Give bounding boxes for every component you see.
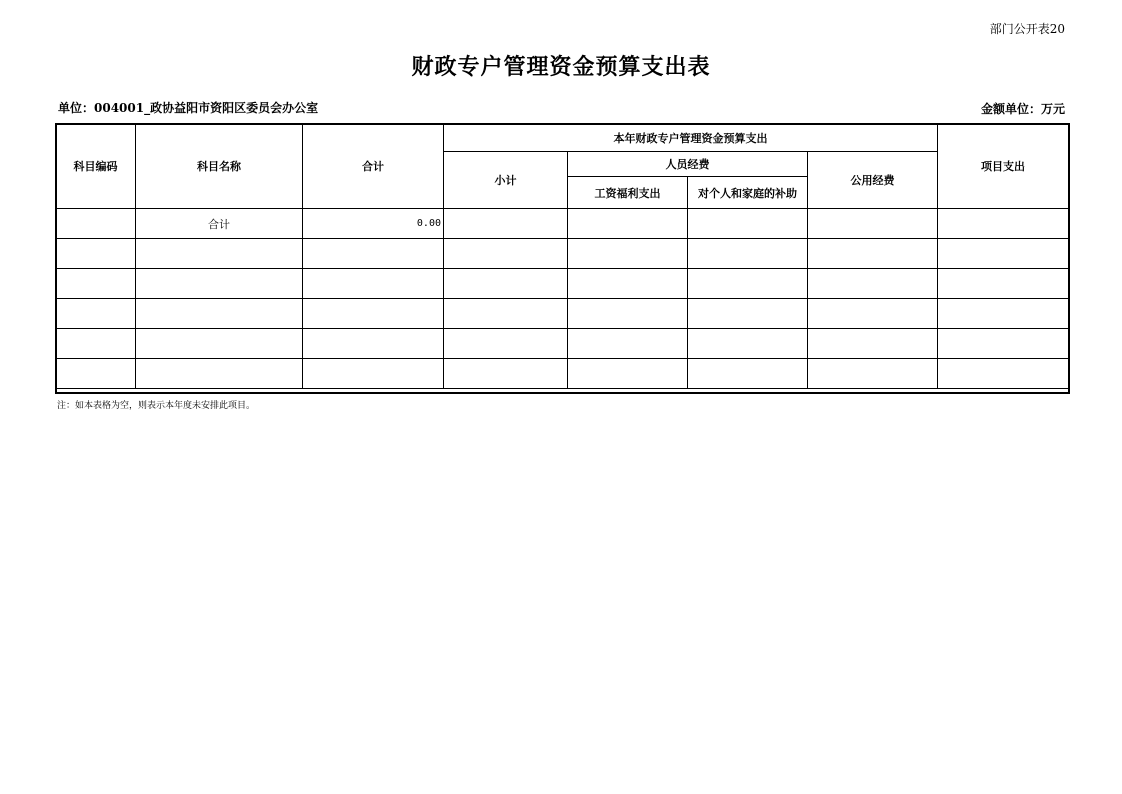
amount-unit-label: 金额单位：万元 [980,102,1065,116]
cell-subsidy [688,329,808,359]
cell-subject-name [136,329,303,359]
cell-total [303,269,444,299]
header-wages: 工资福利支出 [568,177,688,209]
unit-label: 单位：004001_政协益阳市资阳区委员会办公室 [58,101,319,115]
table-row [56,239,1069,269]
cell-subject-name [136,359,303,389]
cell-total [303,329,444,359]
cell-total: 0.00 [303,209,444,239]
cell-wages [568,269,688,299]
header-project: 项目支出 [938,124,1069,209]
cell-subsidy [688,209,808,239]
header-group-title: 本年财政专户管理资金预算支出 [444,124,938,152]
cell-project [938,209,1069,239]
cell-subtotal [444,269,568,299]
cell-subject-name [136,239,303,269]
cell-public [808,359,938,389]
cell-wages [568,299,688,329]
cell-subject-code [56,269,136,299]
table-row [56,329,1069,359]
cell-subtotal [444,209,568,239]
cell-project [938,329,1069,359]
cell-subject-name [136,269,303,299]
header-subtotal: 小计 [444,152,568,209]
budget-table [55,123,1069,389]
cell-subject-code [56,239,136,269]
cell-subsidy [688,269,808,299]
header-subject-name: 科目名称 [136,124,303,209]
cell-total [303,359,444,389]
cell-public [808,269,938,299]
table-row [56,359,1069,389]
cell-project [938,359,1069,389]
cell-wages [568,359,688,389]
cell-subsidy [688,359,808,389]
table-row [56,299,1069,329]
header-subject-code: 科目编码 [56,124,136,209]
cell-subtotal [444,329,568,359]
cell-subject-code [56,209,136,239]
cell-public [808,209,938,239]
cell-total [303,239,444,269]
cell-project [938,299,1069,329]
cell-subtotal [444,299,568,329]
cell-subject-name [136,299,303,329]
cell-subtotal [444,359,568,389]
cell-subtotal [444,239,568,269]
form-number: 部门公开表20 [989,22,1065,36]
cell-subject-code [56,299,136,329]
cell-project [938,239,1069,269]
header-personnel: 人员经费 [568,152,808,177]
cell-subject-name: 合计 [136,209,303,239]
cell-public [808,299,938,329]
cell-public [808,329,938,359]
header-public: 公用经费 [808,152,938,209]
cell-project [938,269,1069,299]
cell-wages [568,239,688,269]
table-row [56,269,1069,299]
cell-wages [568,209,688,239]
page-title: 财政专户管理资金预算支出表 [411,54,711,80]
cell-public [808,239,938,269]
header-subsidy: 对个人和家庭的补助 [688,177,808,209]
cell-subject-code [56,359,136,389]
cell-wages [568,329,688,359]
cell-subject-code [56,329,136,359]
cell-total [303,299,444,329]
cell-subsidy [688,239,808,269]
table-row [56,209,1069,239]
header-total: 合计 [303,124,444,209]
cell-subsidy [688,299,808,329]
table-note: 注：如本表格为空，则表示本年度未安排此项目。 [57,401,256,411]
